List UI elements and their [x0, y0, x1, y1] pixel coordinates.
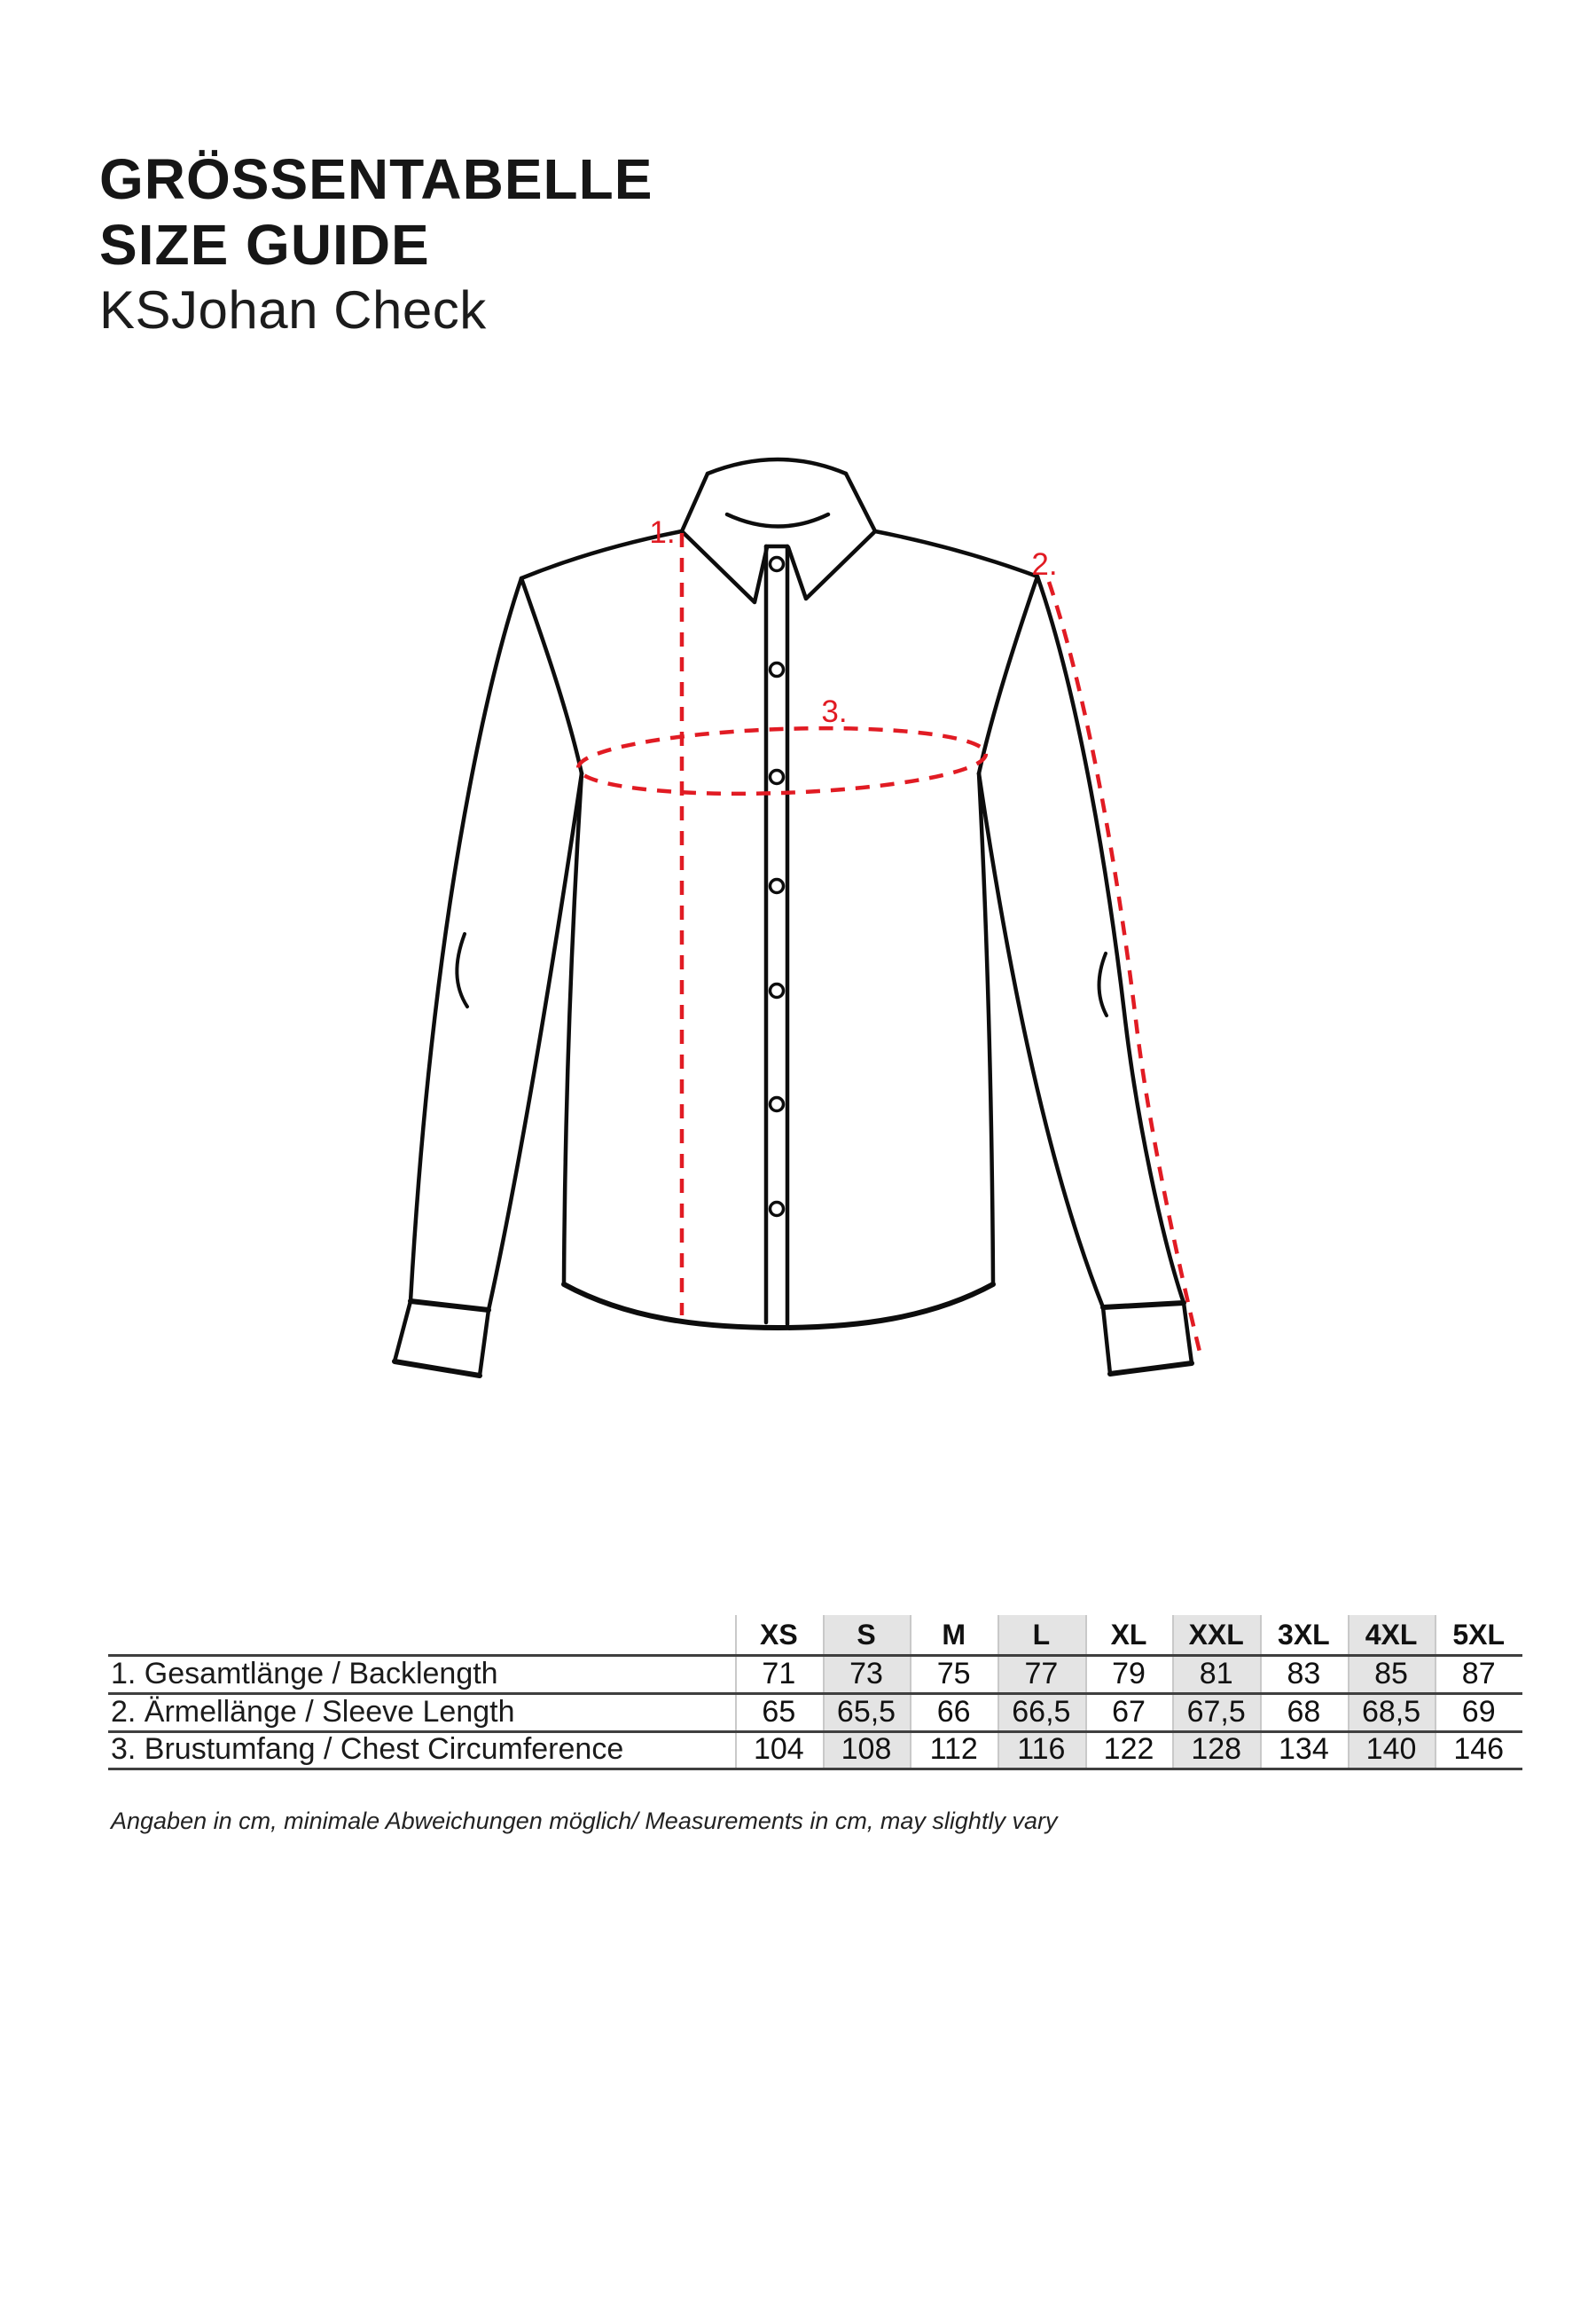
shirt-buttons: [771, 558, 784, 1216]
size-value: 83: [1287, 1656, 1321, 1690]
page-title-de: GRÖSSENTABELLE: [99, 147, 653, 211]
column-header-xs: XS: [759, 1619, 798, 1651]
size-value: 87: [1461, 1656, 1496, 1690]
measurement-label-3: 3.: [821, 694, 848, 729]
size-value: 65,5: [836, 1694, 896, 1729]
column-header-4xl: 4XL: [1365, 1619, 1418, 1651]
right-cuff-bottom-line: [1110, 1363, 1192, 1374]
column-header-5xl: 5XL: [1452, 1619, 1506, 1651]
button-icon: [771, 663, 784, 677]
measurement-label-2: 2.: [1031, 547, 1058, 582]
button-icon: [771, 1098, 784, 1111]
left-armhole-line: [521, 578, 582, 773]
right-armhole-line: [979, 576, 1037, 773]
size-value: 65: [762, 1694, 796, 1729]
left-side-seam: [564, 773, 582, 1284]
left-cuff-outer-edge: [395, 1301, 411, 1361]
size-value: 134: [1279, 1732, 1329, 1766]
column-header-xl: XL: [1110, 1619, 1147, 1651]
button-icon: [771, 558, 784, 571]
row-label-backlength: 1. Gesamtlänge / Backlength: [111, 1656, 498, 1690]
left-cuff-top-line: [411, 1301, 489, 1310]
hem-curve: [564, 1284, 993, 1328]
column-header-3xl: 3XL: [1278, 1619, 1330, 1651]
right-elbow-crease: [1099, 953, 1107, 1016]
size-value: 85: [1374, 1656, 1408, 1690]
button-icon: [771, 1203, 784, 1216]
size-value: 112: [929, 1732, 978, 1766]
size-value: 81: [1199, 1656, 1233, 1690]
column-header-s: S: [857, 1619, 876, 1651]
size-value: 108: [841, 1732, 892, 1766]
table-row-sleeve-length: [735, 1693, 1522, 1730]
size-value: 79: [1112, 1656, 1146, 1690]
size-value: 104: [753, 1732, 804, 1766]
shirt-outline: [395, 459, 1192, 1376]
column-header-l: L: [1032, 1619, 1051, 1651]
size-value: 66,5: [1012, 1694, 1071, 1729]
row-label-sleeve-length: 2. Ärmellänge / Sleeve Length: [111, 1694, 515, 1729]
collar-left-point: [682, 531, 767, 602]
button-icon: [771, 984, 784, 998]
table-rule: [108, 1768, 1522, 1770]
size-value: 77: [1024, 1656, 1059, 1690]
size-value: 122: [1103, 1732, 1154, 1766]
collar-inner-curve: [727, 514, 828, 527]
left-sleeve-outer-seam: [411, 578, 521, 1301]
measurement-footnote: Angaben in cm, minimale Abweichungen möglich/ Measurements in cm, may slightly vary: [111, 1808, 1058, 1834]
button-icon: [771, 880, 784, 893]
size-value: 73: [849, 1656, 883, 1690]
measurement-lines: [577, 533, 1200, 1352]
left-cuff-bottom-line: [395, 1361, 480, 1376]
size-value: 71: [762, 1656, 796, 1690]
column-header-m: M: [942, 1619, 966, 1651]
size-value: 68,5: [1361, 1694, 1421, 1729]
size-value: 69: [1461, 1694, 1496, 1729]
left-elbow-crease: [457, 934, 467, 1007]
collar-outer-arc: [708, 459, 846, 474]
page-title-en: SIZE GUIDE: [99, 213, 430, 277]
size-value: 67,5: [1186, 1694, 1246, 1729]
size-value: 66: [936, 1694, 971, 1729]
right-cuff-top-line: [1103, 1303, 1184, 1307]
right-shoulder-line: [875, 531, 1037, 576]
table-row-chest-circumference: [735, 1731, 1522, 1768]
chest-measure-ellipse: [577, 722, 987, 800]
column-header-xxl: XXL: [1188, 1619, 1244, 1651]
right-cuff-outer-edge: [1184, 1303, 1192, 1363]
right-sleeve-outer-seam: [1037, 576, 1184, 1303]
button-icon: [771, 771, 784, 784]
table-row-backlength: [735, 1655, 1522, 1692]
left-cuff-inner-edge: [480, 1310, 489, 1376]
right-sleeve-inner-seam: [979, 773, 1103, 1307]
right-cuff-inner-edge: [1103, 1307, 1110, 1374]
size-value: 67: [1112, 1694, 1146, 1729]
size-table-header-row: [735, 1616, 1522, 1654]
size-value: 128: [1191, 1732, 1242, 1766]
measurement-label-1: 1.: [649, 515, 676, 550]
size-value: 68: [1287, 1694, 1321, 1729]
collar-right-point: [788, 531, 875, 599]
product-name: KSJohan Check: [99, 280, 487, 340]
collar-left-fold: [682, 474, 708, 531]
row-label-chest-circumference: 3. Brustumfang / Chest Circumference: [111, 1732, 624, 1766]
size-value: 146: [1453, 1732, 1505, 1766]
size-value: 140: [1365, 1732, 1417, 1766]
size-value: 116: [1017, 1732, 1066, 1766]
size-value: 75: [936, 1656, 971, 1690]
collar-right-fold: [846, 474, 875, 531]
